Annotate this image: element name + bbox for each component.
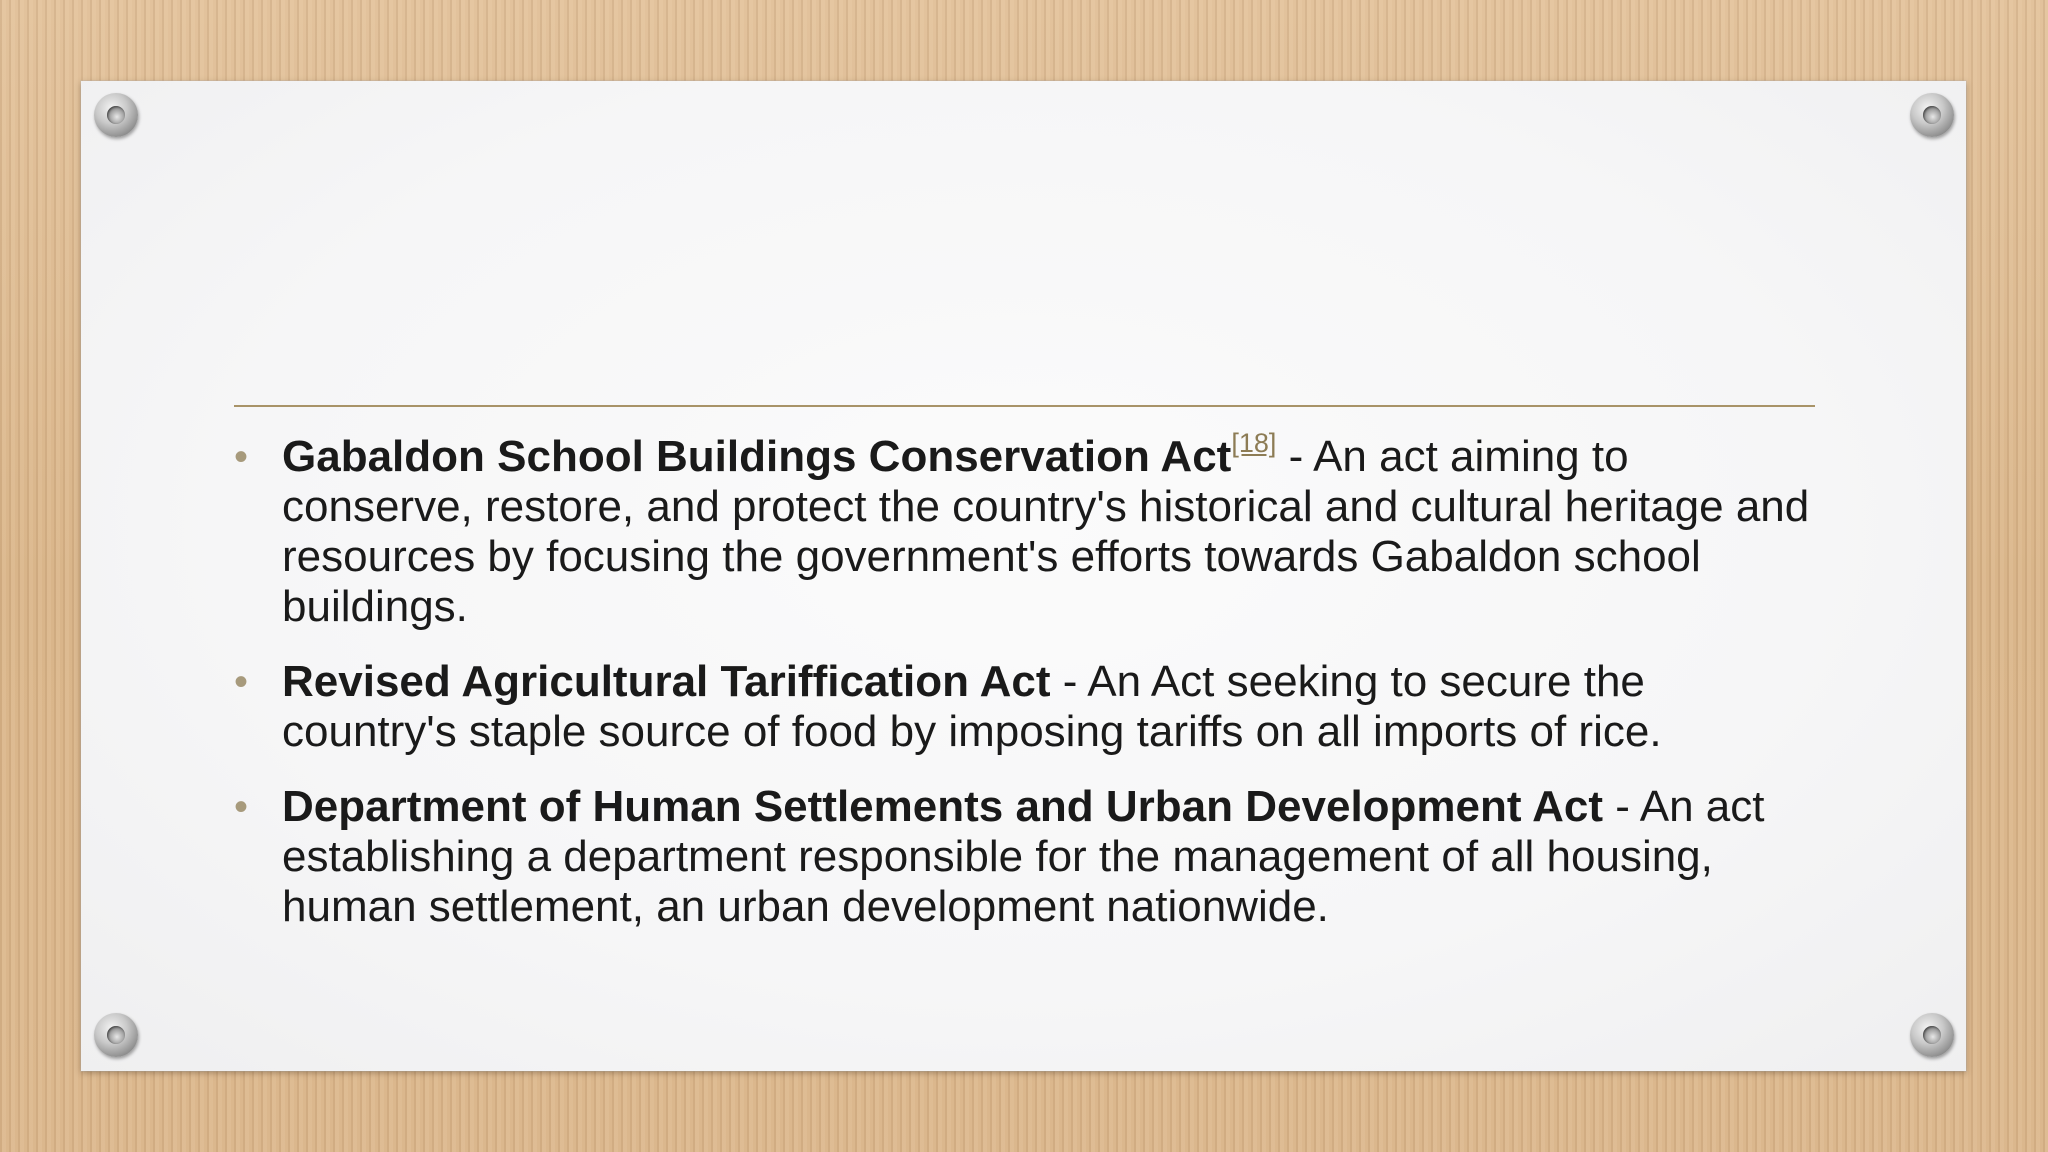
separator: - [1603, 782, 1640, 831]
bullet-list [234, 428, 1814, 957]
rivet-icon [94, 93, 138, 137]
separator: - [1276, 432, 1314, 481]
list-item [234, 428, 1814, 632]
act-description: An act establishing a department responsible for the management of all housing, human settlement, an urban development nationwide. [282, 782, 1765, 931]
title-divider [234, 405, 1815, 407]
act-description: An Act seeking to secure the country's staple source of food by imposing tariffs on all imports of rice. [282, 657, 1662, 756]
act-title: Department of Human Settlements and Urban Development Act [282, 782, 1604, 831]
reference-link[interactable]: [18] [1231, 428, 1277, 458]
act-description: An act aiming to conserve, restore, and protect the country's historical and cultural heritage and resources by focusing the government's efforts towards Gabaldon school buildings. [282, 432, 1810, 631]
rivet-icon [1910, 1013, 1954, 1057]
list-item [234, 657, 1814, 757]
act-title: Gabaldon School Buildings Conservation Act [282, 432, 1232, 481]
rivet-icon [94, 1013, 138, 1057]
rivet-icon [1910, 93, 1954, 137]
bullet-icon: • [234, 435, 249, 479]
bullet-icon: • [234, 660, 249, 704]
list-item [234, 782, 1814, 932]
separator: - [1050, 657, 1088, 706]
act-title: Revised Agricultural Tariffication Act [282, 657, 1051, 706]
bullet-icon: • [234, 785, 249, 829]
